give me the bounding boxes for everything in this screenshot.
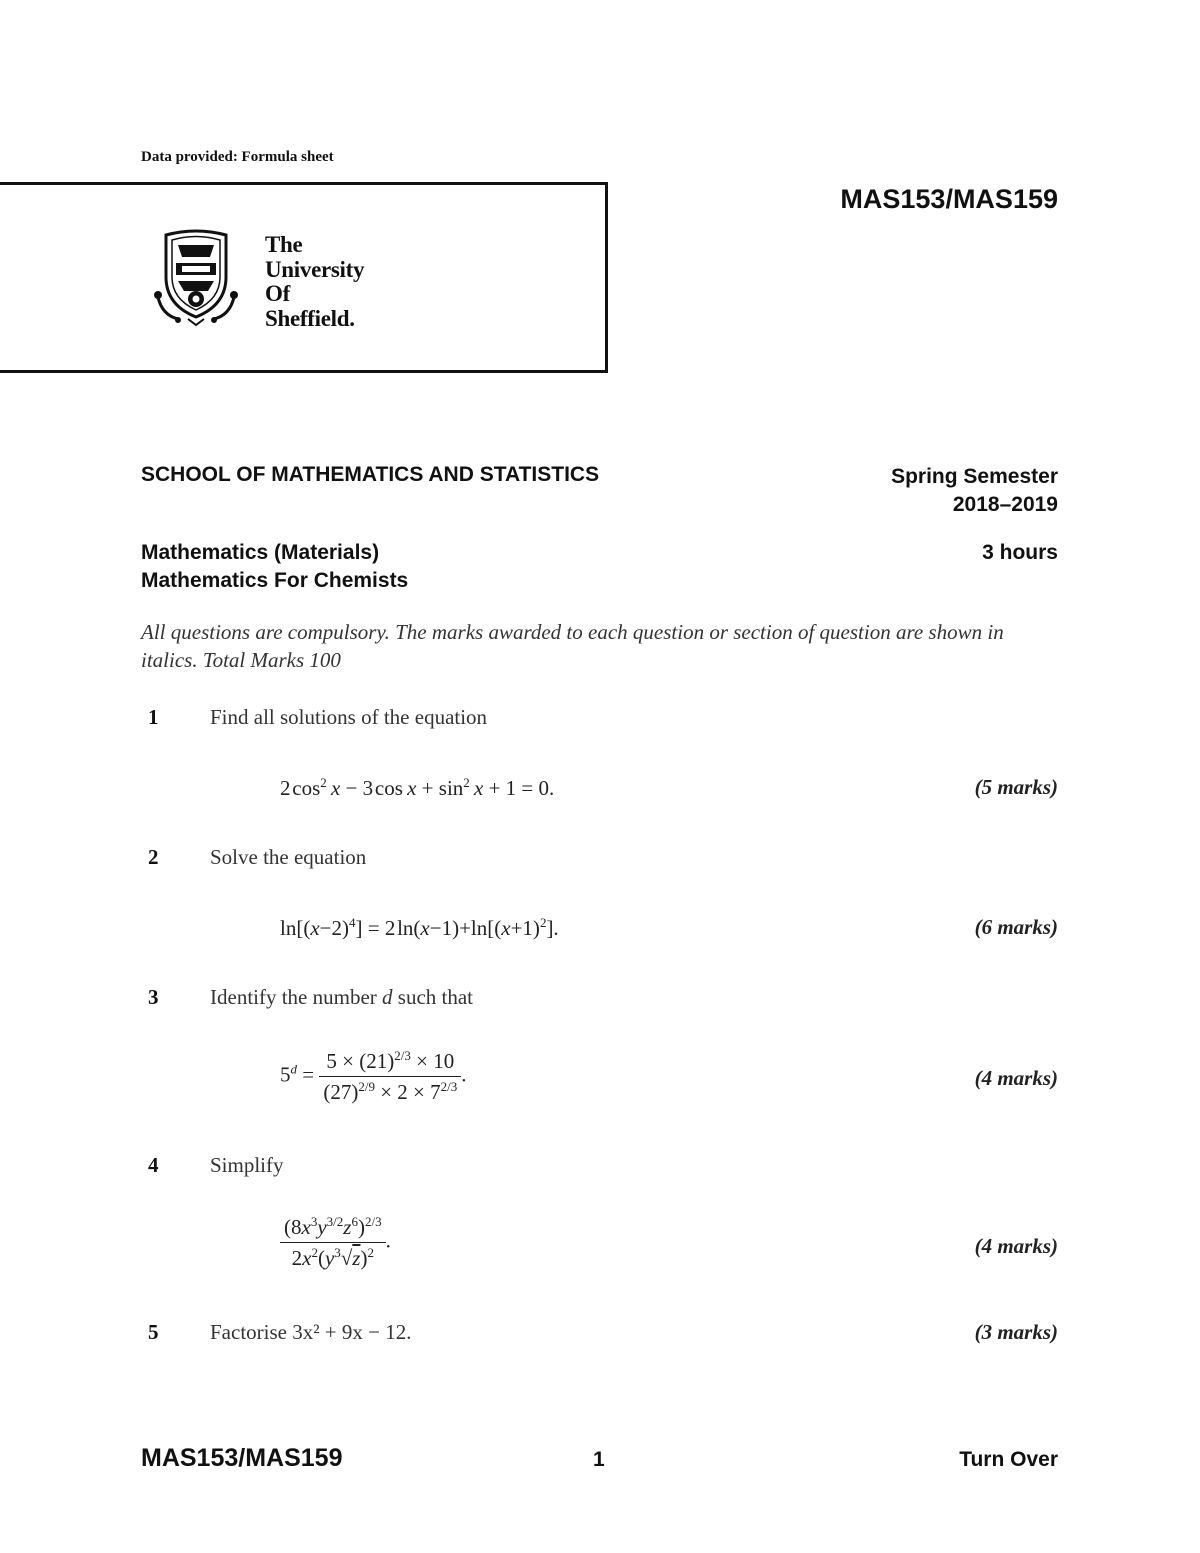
question-marks: (3 marks) (974, 1320, 1058, 1344)
semester (891, 463, 1058, 519)
university-wordmark (265, 233, 364, 331)
wordmark-line: Of (265, 281, 290, 306)
university-logo-box (0, 182, 608, 373)
module-title: Mathematics For Chemists (141, 569, 409, 592)
question-marks: (4 marks) (974, 1066, 1058, 1090)
question-text: Solve the equation (210, 845, 367, 869)
question-text: Identify the number d such that (210, 985, 474, 1009)
question-marks: (5 marks) (974, 775, 1058, 799)
school-name: SCHOOL OF MATHEMATICS AND STATISTICS (141, 463, 600, 486)
question-text: Find all solutions of the equation (210, 705, 488, 729)
equation: $5^d$ = $\frac{5 \times (21)^{2/3} \times 10}{(27)^{2/9} \times 2 \times 7^{2/3}}$ . (280, 1048, 467, 1104)
equation: 2 $\cos^2 x - 3$ $\cos x + \sin^2 x + 1 = 0$. (280, 775, 555, 800)
fraction: $\frac{5 \times (21)^{2/3} \times 10}{(27)^{2/9} \times 2 \times 7^{2/3}}$ (319, 1048, 461, 1105)
university-crest-icon (148, 227, 244, 327)
question-number: 2 (148, 845, 159, 869)
exam-duration: 3 hours (982, 541, 1058, 564)
wordmark-line: Sheffield. (265, 305, 355, 331)
exam-instructions: All questions are compulsory. The marks awarded to each question or section of question are shown in italics. Total Marks 100 (141, 620, 1004, 672)
module-title: Mathematics (Materials) (141, 541, 380, 564)
question-number: 3 (148, 985, 159, 1009)
equation: $\frac{(8x^3y^{3/2}z^6)^{2/3}}{2x^2(y^3√z)^2}$ . (280, 1214, 391, 1271)
question-text: Factorise 3x² + 9x − 12. (210, 1320, 412, 1344)
wordmark-line: University (265, 256, 365, 282)
course-code-header: MAS153/MAS159 (840, 184, 1058, 214)
wordmark-line: The (265, 232, 303, 257)
footer-course-code: MAS153/MAS159 (141, 1444, 343, 1472)
page-number: 1 (593, 1448, 605, 1471)
question-text: Simplify (210, 1153, 284, 1177)
semester-name: Spring Semester (891, 465, 1058, 488)
question-number: 1 (148, 705, 159, 729)
question-number: 4 (148, 1153, 159, 1177)
question-marks: (6 marks) (974, 915, 1058, 939)
turn-over-label: Turn Over (959, 1448, 1058, 1471)
academic-year: 2018–2019 (952, 493, 1058, 516)
question-marks: (4 marks) (974, 1234, 1058, 1258)
question-number: 5 (148, 1320, 159, 1344)
data-provided-note: Data provided: Formula sheet (141, 149, 334, 165)
equation: $\ln[(x-2)^4] = 2$ $\ln(x-1)+\ln[(x+1)^2]$. (280, 915, 559, 940)
fraction: $\frac{(8x^3y^{3/2}z^6)^{2/3}}{2x^2(y^3√z)^2}$ (280, 1214, 386, 1271)
